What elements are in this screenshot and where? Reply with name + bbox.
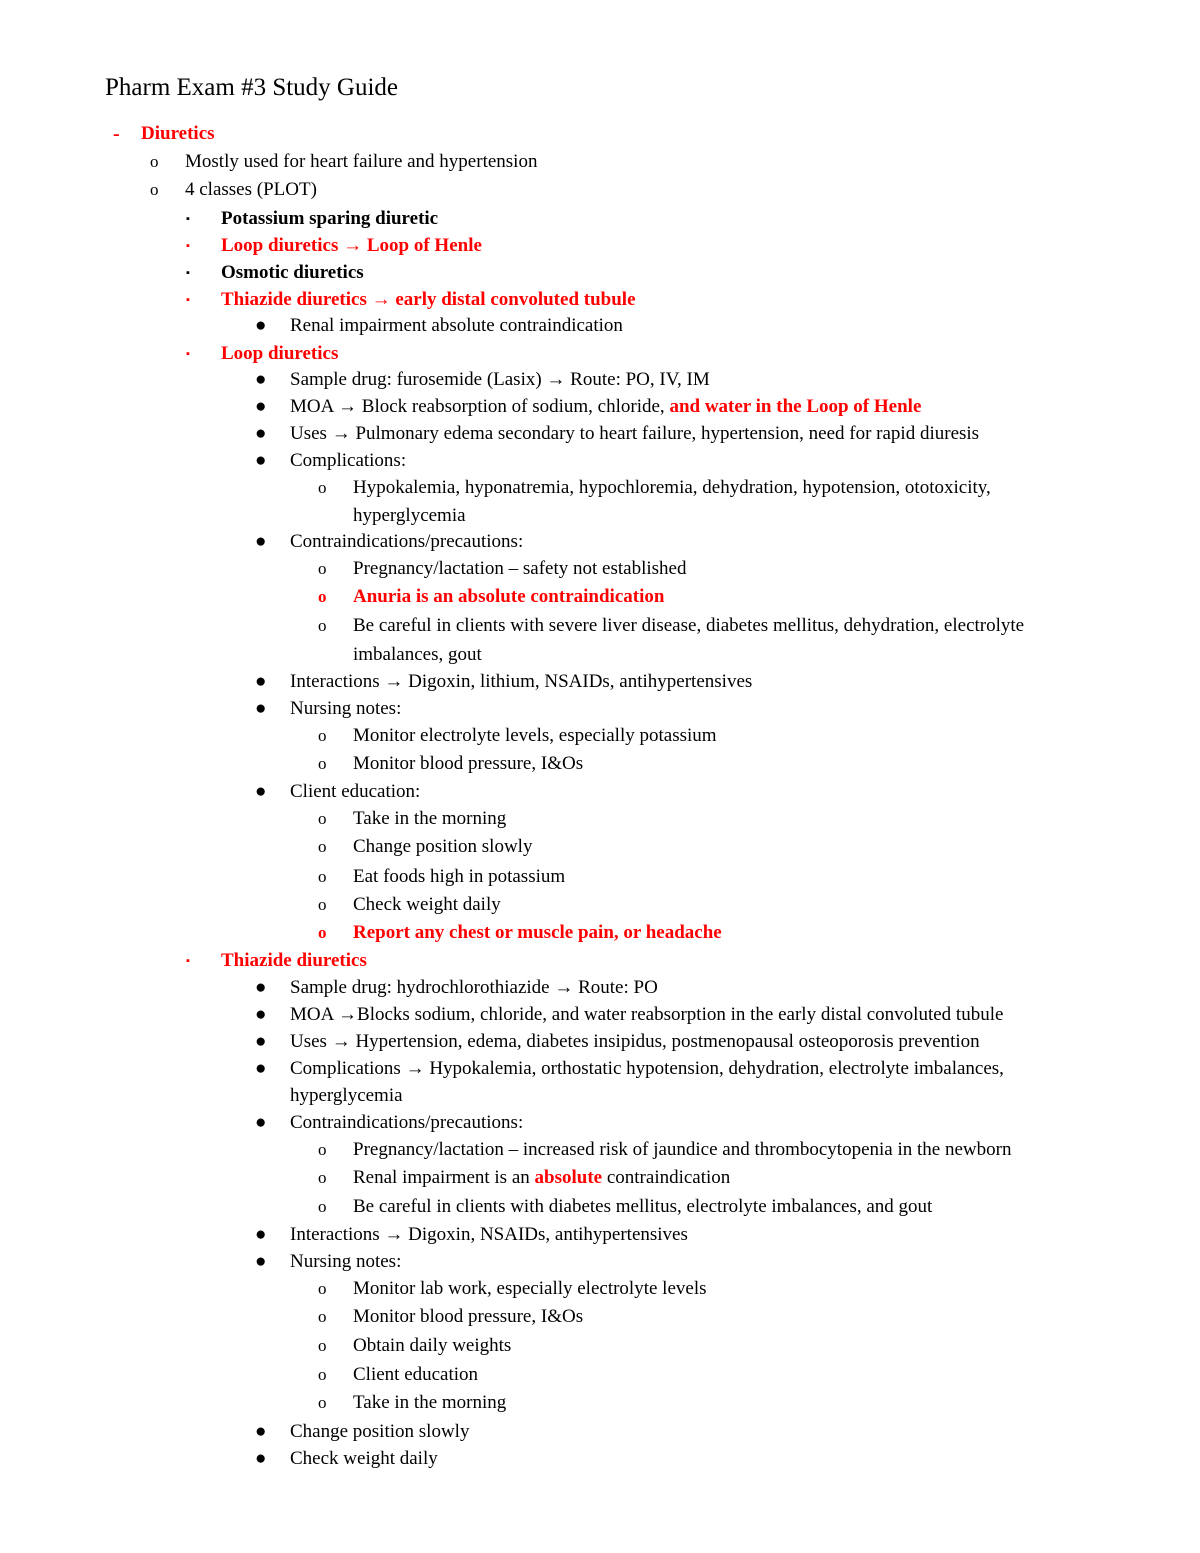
thiazide-nursing-item: Obtain daily weights <box>353 1335 512 1356</box>
circle-marker: o <box>318 1168 327 1187</box>
thiazide-nursing-label: Nursing notes: <box>290 1251 402 1272</box>
circle-marker: o <box>318 837 327 856</box>
list-item <box>0 205 1200 233</box>
list-item <box>0 474 1200 502</box>
square-marker: ▪ <box>186 955 190 967</box>
bullet-marker: ● <box>255 1004 267 1025</box>
circle-marker: o <box>318 895 327 914</box>
thiazide-complications-cont: hyperglycemia <box>290 1085 403 1106</box>
bullet-marker: ● <box>255 1031 267 1052</box>
subsection-heading-line <box>0 947 1200 975</box>
list-item <box>0 1303 1200 1331</box>
loop-education-item: Check weight daily <box>353 894 501 915</box>
class-item: Loop diuretics → Loop of Henle <box>221 235 482 256</box>
circle-marker: o <box>318 809 327 828</box>
circle-marker: o <box>318 726 327 745</box>
list-item <box>0 1055 1200 1083</box>
loop-nursing-item: Monitor blood pressure, I&Os <box>353 753 584 774</box>
list-item <box>0 555 1200 583</box>
circle-marker: o <box>318 1140 327 1159</box>
list-item <box>0 1332 1200 1360</box>
thiazide-uses: Uses → Hypertension, edema, diabetes insipidus, postmenopausal osteoporosis prevention <box>290 1031 980 1052</box>
list-item <box>0 1193 1200 1221</box>
loop-heading: Loop diuretics <box>221 343 339 364</box>
circle-marker: o <box>318 559 327 578</box>
square-marker: ▪ <box>186 267 190 279</box>
circle-marker: o <box>150 152 159 171</box>
bullet-marker: ● <box>255 781 267 802</box>
overview-item: 4 classes (PLOT) <box>185 179 317 200</box>
list-item <box>0 176 1200 204</box>
square-marker: ▪ <box>186 294 190 306</box>
thiazide-trailing-item: Change position slowly <box>290 1421 470 1442</box>
section-heading-line <box>0 120 1200 148</box>
loop-nursing-item: Monitor electrolyte levels, especially potassium <box>353 725 717 746</box>
loop-moa-highlight: and water in the Loop of Henle <box>669 396 922 417</box>
list-item <box>0 612 1200 640</box>
overview-item: Mostly used for heart failure and hypertension <box>185 151 538 172</box>
document-title: Pharm Exam #3 Study Guide <box>105 74 399 101</box>
thiazide-trailing-item: Check weight daily <box>290 1448 438 1469</box>
loop-nursing-label: Nursing notes: <box>290 698 402 719</box>
list-item <box>0 1221 1200 1249</box>
list-item <box>0 447 1200 475</box>
bullet-marker: ● <box>255 450 267 471</box>
list-item <box>0 891 1200 919</box>
list-item <box>0 695 1200 723</box>
thiazide-nursing-item: Client education <box>353 1364 479 1385</box>
loop-moa-text: MOA → Block reabsorption of sodium, chloride, <box>290 396 670 417</box>
bullet-marker: ● <box>255 1224 267 1245</box>
list-item <box>0 1389 1200 1417</box>
circle-marker: o <box>318 478 327 497</box>
section-heading: Diuretics <box>141 123 215 144</box>
list-item <box>0 1418 1200 1446</box>
thiazide-contra-renal <box>353 1164 730 1192</box>
list-item <box>0 1136 1200 1164</box>
list-item-continuation <box>0 641 1200 669</box>
thiazide-complications: Complications → Hypokalemia, orthostatic hypotension, dehydration, electrolyte imbalances, <box>290 1058 1004 1079</box>
list-item-continuation <box>0 1082 1200 1110</box>
list-item <box>0 148 1200 176</box>
list-item <box>0 722 1200 750</box>
list-item-continuation <box>0 502 1200 530</box>
bullet-marker: ● <box>255 423 267 444</box>
loop-education-item: Change position slowly <box>353 836 533 857</box>
bullet-marker: ● <box>255 1251 267 1272</box>
circle-marker: o <box>318 923 327 942</box>
loop-education-item: Eat foods high in potassium <box>353 866 566 887</box>
circle-marker: o <box>318 754 327 773</box>
list-item <box>0 833 1200 861</box>
thiazide-contra-renal-prefix: Renal impairment is an <box>353 1167 535 1188</box>
list-item <box>0 1275 1200 1303</box>
list-item <box>0 668 1200 696</box>
loop-education-item: Take in the morning <box>353 808 507 829</box>
square-marker: ▪ <box>186 348 190 360</box>
thiazide-contra-careful: Be careful in clients with diabetes mellitus, electrolyte imbalances, and gout <box>353 1196 933 1217</box>
circle-marker: o <box>318 867 327 886</box>
bullet-marker: ● <box>255 977 267 998</box>
loop-complications-label: Complications: <box>290 450 407 471</box>
list-item <box>0 919 1200 947</box>
thiazide-note: Renal impairment absolute contraindication <box>290 315 623 336</box>
thiazide-heading: Thiazide diuretics <box>221 950 367 971</box>
bullet-marker: ● <box>255 315 267 336</box>
loop-contra-careful: Be careful in clients with severe liver disease, diabetes mellitus, dehydration, electrolyte <box>353 615 1025 636</box>
list-item <box>0 366 1200 394</box>
circle-marker: o <box>318 1393 327 1412</box>
thiazide-contra-pregnancy: Pregnancy/lactation – increased risk of jaundice and thrombocytopenia in the newborn <box>353 1139 1012 1160</box>
list-item <box>0 1028 1200 1056</box>
circle-marker: o <box>318 1365 327 1384</box>
list-item <box>0 750 1200 778</box>
list-item <box>0 420 1200 448</box>
square-marker: ▪ <box>186 240 190 252</box>
loop-education-label: Client education: <box>290 781 421 802</box>
list-item <box>0 1361 1200 1389</box>
loop-sample-drug: Sample drug: furosemide (Lasix) → Route: PO, IV, IM <box>290 369 710 390</box>
list-item <box>0 974 1200 1002</box>
bullet-marker: ● <box>255 1448 267 1469</box>
circle-marker: o <box>318 1307 327 1326</box>
list-item <box>0 286 1200 314</box>
bullet-marker: ● <box>255 1112 267 1133</box>
circle-marker: o <box>318 616 327 635</box>
list-item <box>0 259 1200 287</box>
loop-contra-pregnancy: Pregnancy/lactation – safety not established <box>353 558 687 579</box>
thiazide-moa: MOA →Blocks sodium, chloride, and water reabsorption in the early distal convoluted tubule <box>290 1004 1004 1025</box>
list-item <box>0 1164 1200 1192</box>
bullet-marker: ● <box>255 369 267 390</box>
thiazide-contra-label: Contraindications/precautions: <box>290 1112 524 1133</box>
list-item <box>0 312 1200 340</box>
loop-uses: Uses → Pulmonary edema secondary to heart failure, hypertension, need for rapid diuresis <box>290 423 980 444</box>
circle-marker: o <box>318 1197 327 1216</box>
loop-complications-cont: hyperglycemia <box>353 505 466 526</box>
thiazide-nursing-item: Monitor blood pressure, I&Os <box>353 1306 584 1327</box>
class-item: Thiazide diuretics → early distal convoluted tubule <box>221 289 636 310</box>
class-item: Potassium sparing diuretic <box>221 208 439 229</box>
thiazide-contra-renal-suffix: contraindication <box>602 1167 731 1188</box>
list-item <box>0 232 1200 260</box>
thiazide-nursing-item: Take in the morning <box>353 1392 507 1413</box>
loop-contra-label: Contraindications/precautions: <box>290 531 524 552</box>
thiazide-nursing-item: Monitor lab work, especially electrolyte levels <box>353 1278 707 1299</box>
list-item <box>0 778 1200 806</box>
list-item <box>0 805 1200 833</box>
bullet-marker: ● <box>255 531 267 552</box>
loop-contra-careful-cont: imbalances, gout <box>353 644 482 665</box>
loop-moa <box>290 393 921 421</box>
list-item <box>0 1001 1200 1029</box>
loop-contra-anuria: Anuria is an absolute contraindication <box>353 586 665 607</box>
dash-marker: - <box>113 123 120 145</box>
list-item <box>0 393 1200 421</box>
loop-complications: Hypokalemia, hyponatremia, hypochloremia, dehydration, hypotension, ototoxicity, <box>353 477 991 498</box>
bullet-marker: ● <box>255 396 267 417</box>
list-item <box>0 583 1200 611</box>
circle-marker: o <box>318 587 327 606</box>
list-item <box>0 1109 1200 1137</box>
loop-interactions: Interactions → Digoxin, lithium, NSAIDs, antihypertensives <box>290 671 753 692</box>
list-item <box>0 528 1200 556</box>
bullet-marker: ● <box>255 1421 267 1442</box>
class-item: Osmotic diuretics <box>221 262 364 283</box>
circle-marker: o <box>318 1336 327 1355</box>
subsection-heading-line <box>0 340 1200 368</box>
bullet-marker: ● <box>255 698 267 719</box>
list-item <box>0 1445 1200 1473</box>
list-item <box>0 1248 1200 1276</box>
circle-marker: o <box>318 1279 327 1298</box>
circle-marker: o <box>150 180 159 199</box>
bullet-marker: ● <box>255 671 267 692</box>
bullet-marker: ● <box>255 1058 267 1079</box>
thiazide-interactions: Interactions → Digoxin, NSAIDs, antihypertensives <box>290 1224 688 1245</box>
loop-education-highlight: Report any chest or muscle pain, or headache <box>353 922 722 943</box>
square-marker: ▪ <box>186 213 190 225</box>
thiazide-sample-drug: Sample drug: hydrochlorothiazide → Route: PO <box>290 977 658 998</box>
thiazide-contra-renal-highlight: absolute <box>534 1167 603 1188</box>
list-item <box>0 863 1200 891</box>
